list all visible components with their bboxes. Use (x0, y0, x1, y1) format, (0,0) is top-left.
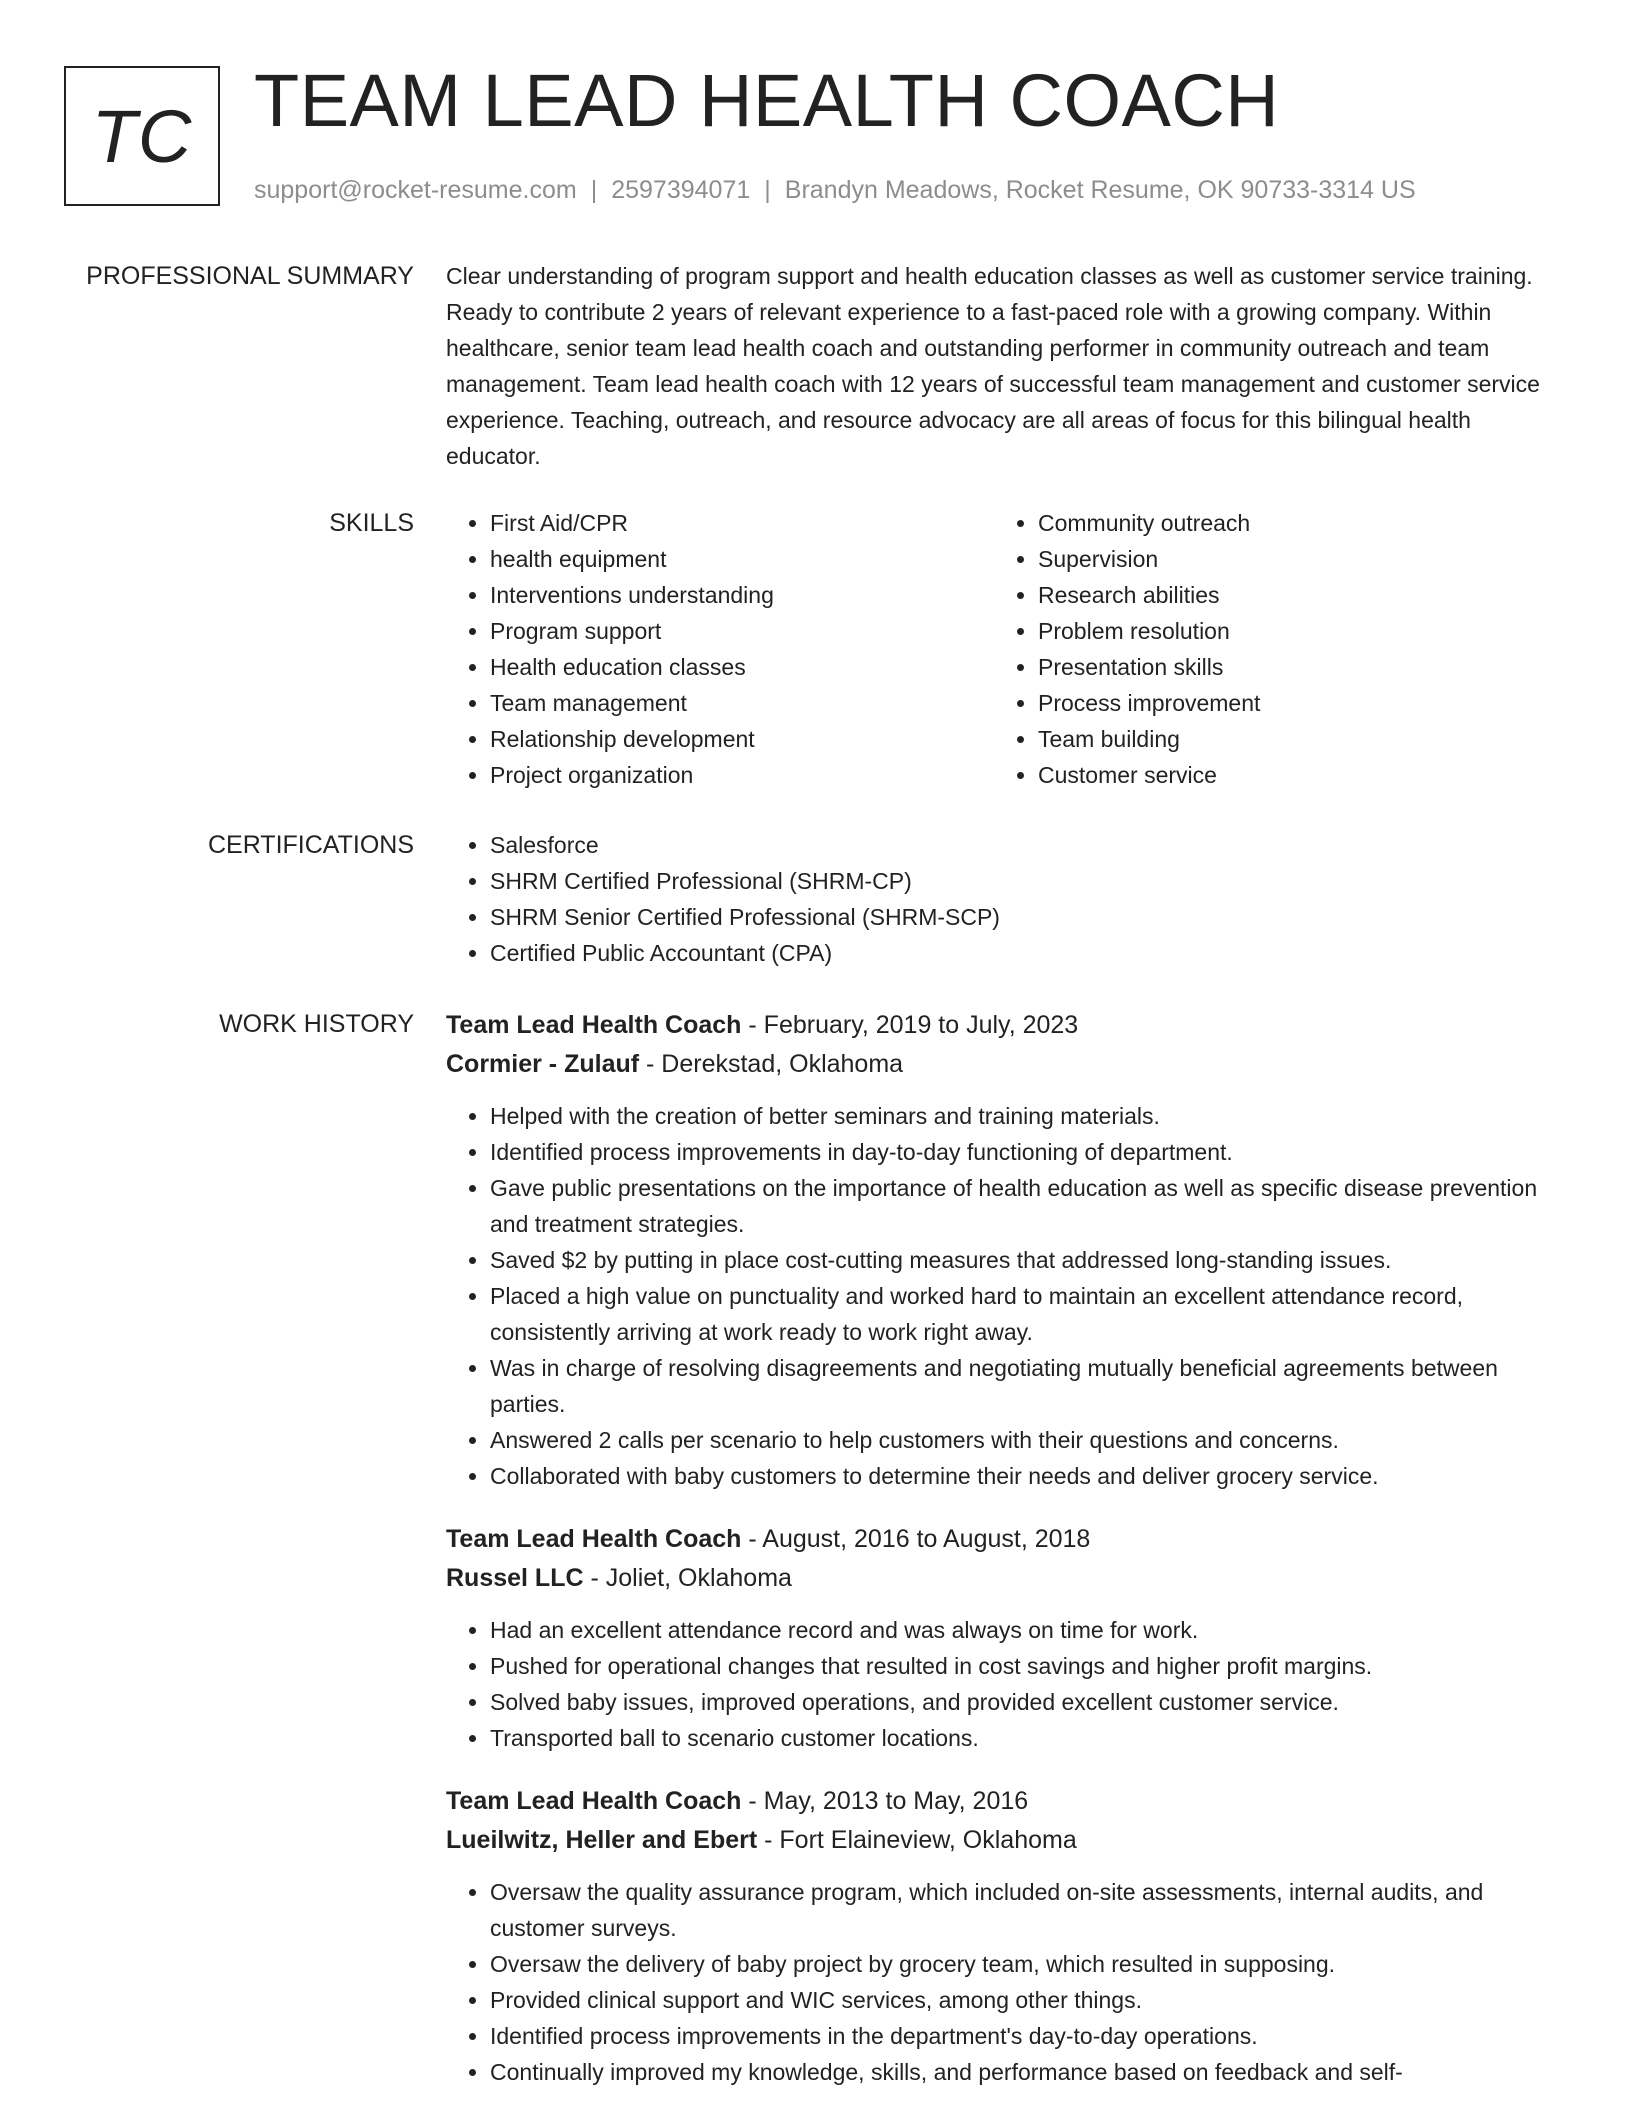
work-history-body (446, 1006, 1566, 2116)
contact-separator: | (764, 176, 771, 204)
list-item: • Saved $2 by putting in place cost-cutting measures that addressed long-standing issues. (490, 1242, 1566, 1278)
summary-text: Clear understanding of program support and health education classes as well as customer service training. Ready to contribute 2 years of relevant experience to a fast-paced role with a growing company. Within healthcare, senior team lead health coach and outstanding performer in community outreach and team management. Team lead health coach with 12 years of successful team management and customer service experience. Teaching, outreach, and resource advocacy are all areas of focus for this bilingual health educator. (446, 263, 1540, 469)
job-title-line (446, 1006, 1566, 1045)
list-item: • Salesforce (490, 827, 1566, 863)
list-item: • Certified Public Accountant (CPA) (490, 935, 1566, 971)
list-item: • Process improvement (1038, 685, 1542, 721)
page-title: TEAM LEAD HEALTH COACH (254, 59, 1280, 142)
list-item: • Identified process improvements in day-to-day functioning of department. (490, 1134, 1566, 1170)
list-item: • SHRM Senior Certified Professional (SHRM-SCP) (490, 899, 1566, 935)
skills-column-right (994, 505, 1542, 793)
list-item: • Customer service (1038, 757, 1542, 793)
list-item: • First Aid/CPR (490, 505, 994, 541)
job-title-line (446, 1520, 1566, 1559)
skills-list-left (446, 505, 994, 793)
section-label-certifications: CERTIFICATIONS (207, 831, 414, 859)
job-role: Team Lead Health Coach (446, 1525, 742, 1553)
section-label-summary: PROFESSIONAL SUMMARY (86, 262, 414, 290)
list-item: • Health education classes (490, 649, 994, 685)
list-item: • Continually improved my knowledge, skills, and performance based on feedback and self- (490, 2054, 1566, 2090)
list-item: • Project organization (490, 757, 994, 793)
list-item: • Helped with the creation of better seminars and training materials. (490, 1098, 1566, 1134)
list-item: • Presentation skills (1038, 649, 1542, 685)
list-item: • Interventions understanding (490, 577, 994, 613)
list-item: • Transported ball to scenario customer locations. (490, 1720, 1566, 1756)
list-item: • Team building (1038, 721, 1542, 757)
contact-address: Brandyn Meadows, Rocket Resume, OK 90733-3314 US (784, 176, 1416, 204)
job-entry (446, 1782, 1566, 2090)
job-location: - Fort Elaineview, Oklahoma (757, 1826, 1077, 1854)
job-title-line (446, 1782, 1566, 1821)
list-item: • Identified process improvements in the department's day-to-day operations. (490, 2018, 1566, 2054)
list-item: • Research abilities (1038, 577, 1542, 613)
skills-body (446, 505, 1566, 793)
job-dates: - May, 2013 to May, 2016 (741, 1787, 1029, 1815)
job-company: Cormier - Zulauf (446, 1050, 640, 1078)
list-item: • Supervision (1038, 541, 1542, 577)
skills-column-left (446, 505, 994, 793)
list-item: • Oversaw the quality assurance program, which included on-site assessments, internal audits, and customer surveys. (490, 1874, 1566, 1946)
list-item: • Pushed for operational changes that resulted in cost savings and higher profit margins. (490, 1648, 1566, 1684)
job-location: - Joliet, Oklahoma (583, 1564, 792, 1592)
list-item: • Placed a high value on punctuality and worked hard to maintain an excellent attendance record, consistently arriving at work ready to work right away. (490, 1278, 1566, 1350)
list-item: • Answered 2 calls per scenario to help customers with their questions and concerns. (490, 1422, 1566, 1458)
list-item: • Community outreach (1038, 505, 1542, 541)
skills-list-right (994, 505, 1542, 793)
job-entry (446, 1520, 1566, 1756)
list-item: • Relationship development (490, 721, 994, 757)
job-duties-list (446, 1874, 1566, 2090)
certifications-list (446, 827, 1566, 971)
job-company-line (446, 1045, 1566, 1084)
job-dates: - August, 2016 to August, 2018 (741, 1525, 1091, 1553)
list-item: • Was in charge of resolving disagreements and negotiating mutually beneficial agreements between parties. (490, 1350, 1566, 1422)
list-item: • Provided clinical support and WIC services, among other things. (490, 1982, 1566, 2018)
list-item: • Oversaw the delivery of baby project by grocery team, which resulted in supposing. (490, 1946, 1566, 1982)
summary-body (446, 258, 1566, 474)
contact-phone[interactable]: 2597394071 (611, 176, 751, 204)
job-company: Lueilwitz, Heller and Ebert (446, 1826, 758, 1854)
contact-separator: | (590, 176, 598, 204)
list-item: • health equipment (490, 541, 994, 577)
list-item: • Had an excellent attendance record and was always on time for work. (490, 1612, 1566, 1648)
job-role: Team Lead Health Coach (446, 1011, 742, 1039)
job-location: - Derekstad, Oklahoma (639, 1050, 904, 1078)
section-label-work-history: WORK HISTORY (219, 1010, 414, 1038)
job-company-line (446, 1559, 1566, 1598)
job-duties-list (446, 1612, 1566, 1756)
list-item: • Problem resolution (1038, 613, 1542, 649)
list-item: • Gave public presentations on the importance of health education as well as specific disease prevention and treatment strategies. (490, 1170, 1566, 1242)
list-item: • Team management (490, 685, 994, 721)
job-dates: - February, 2019 to July, 2023 (741, 1011, 1079, 1039)
contact-email[interactable]: support@rocket-resume.com (254, 176, 577, 204)
list-item: • Solved baby issues, improved operations, and provided excellent customer service. (490, 1684, 1566, 1720)
job-duties-list (446, 1098, 1566, 1494)
job-entry (446, 1006, 1566, 1494)
job-company: Russel LLC (446, 1564, 584, 1592)
job-company-line (446, 1821, 1566, 1860)
contact-line (254, 172, 1416, 208)
initials-monogram: TC (64, 66, 220, 206)
job-role: Team Lead Health Coach (446, 1787, 742, 1815)
list-item: • SHRM Certified Professional (SHRM-CP) (490, 863, 1566, 899)
list-item: • Collaborated with baby customers to determine their needs and deliver grocery service. (490, 1458, 1566, 1494)
certifications-body (446, 827, 1566, 971)
list-item: • Program support (490, 613, 994, 649)
section-label-skills: SKILLS (329, 509, 414, 537)
